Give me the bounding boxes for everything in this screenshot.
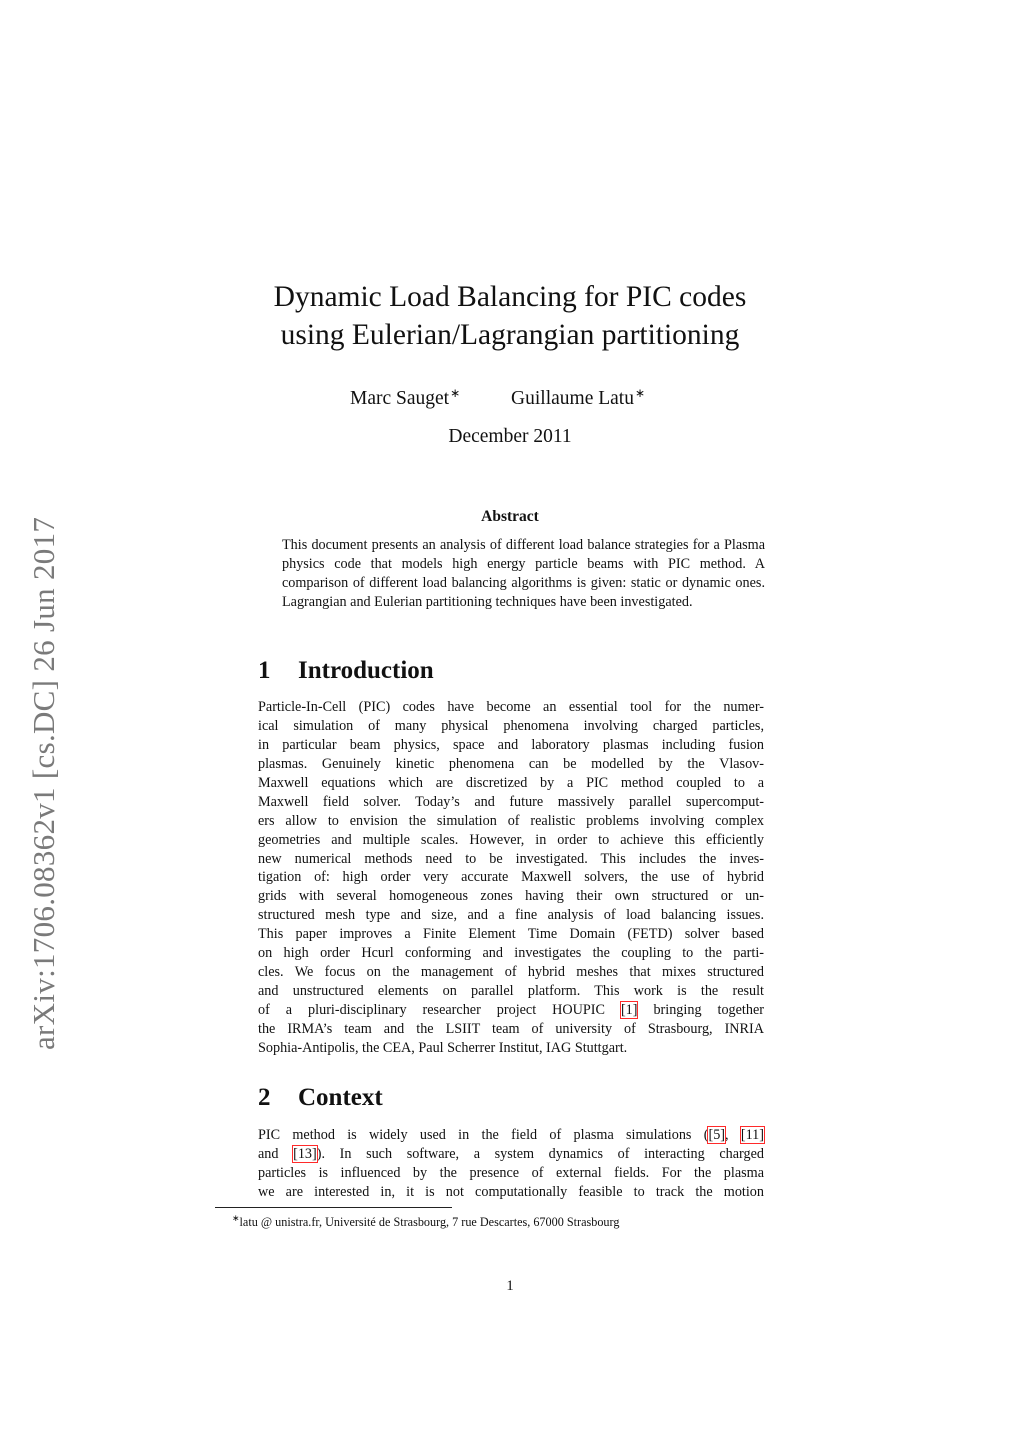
author-1: Marc Sauget∗ (350, 386, 461, 409)
footnote: ∗latu @ unistra.fr, Université de Strasbourg, 7 rue Descartes, 67000 Strasbourg (232, 1213, 620, 1229)
citation-link-5[interactable]: [5] (708, 1127, 726, 1143)
section-1-number: 1 (258, 657, 271, 684)
body-line: of a pluri-disciplinary researcher project HOUPIC [1] bringing together (258, 1002, 764, 1018)
body-line: cles. We focus on the management of hybrid meshes that mixes structured (258, 964, 764, 981)
body-line: geometries and multiple scales. However, in order to achieve this efficiently (258, 831, 764, 848)
section-2-heading (258, 1084, 383, 1112)
section-1-title: Introduction (298, 657, 434, 684)
body-line: grids with several homogeneous zones having their own structured or un- (258, 888, 764, 905)
section-2-number: 2 (258, 1084, 271, 1111)
section-1-heading (258, 657, 434, 685)
title-line-2: using Eulerian/Lagrangian partitioning (280, 319, 740, 351)
body-line: This paper improves a Finite Element Time Domain (FETD) solver based (258, 926, 764, 943)
body-line: Sophia-Antipolis, the CEA, Paul Scherrer Institut, IAG Stuttgart. (258, 1039, 628, 1056)
body-line: particles is influenced by the presence of external fields. For the plasma (258, 1164, 764, 1181)
paper-title (240, 278, 780, 354)
paper-date: December 2011 (448, 426, 572, 447)
body-line: in particular beam physics, space and laboratory plasmas including fusion (258, 736, 764, 753)
body-line: on high order Hcurl conforming and investigates the coupling to the parti- (258, 945, 764, 962)
arxiv-identifier: arXiv:1706.08362v1 [cs.DC] 26 Jun 2017 (26, 516, 61, 1050)
body-line: we are interested in, it is not computationally feasible to track the motion (258, 1183, 764, 1200)
body-line: tigation of: high order very accurate Maxwell solvers, the use of hybrid (258, 869, 764, 886)
section-2-body (258, 1126, 764, 1202)
section-1-body (258, 698, 764, 1058)
section-2-title: Context (298, 1084, 383, 1111)
citation-link-11[interactable]: [11] (740, 1127, 764, 1143)
body-line: the IRMA’s team and the LSIIT team of university of Strasbourg, INRIA (258, 1020, 764, 1037)
body-line: Maxwell equations which are discretized by a PIC method coupled to a (258, 774, 764, 791)
body-line: new numerical methods need to be investigated. This includes the inves- (258, 850, 764, 867)
abstract-text: This document presents an analysis of different load balance strategies for a Plasma physics code that models high energy particle beams with PIC method. A comparison of different load balancing algorithms is given: static or dynamic ones. Lagrangian and Eulerian partitioning techniques have been investigated. (282, 537, 765, 610)
body-line: plasmas. Genuinely kinetic phenomena can be modelled by the Vlasov- (258, 755, 764, 772)
title-line-1: Dynamic Load Balancing for PIC codes (273, 281, 747, 313)
body-line: and [13]). In such software, a system dynamics of interacting charged (258, 1145, 764, 1162)
citation-link-13[interactable]: [13] (293, 1145, 317, 1162)
body-line: ers allow to envision the simulation of realistic problems involving complex (258, 812, 764, 829)
author-2: Guillaume Latu∗ (511, 386, 646, 409)
body-line: structured mesh type and size, and a fine analysis of load balancing issues. (258, 907, 764, 924)
body-line: and unstructured elements on parallel platform. This work is the result (258, 983, 764, 1000)
body-line: Maxwell field solver. Today’s and future massively parallel supercomput- (258, 793, 764, 810)
footnote-rule (215, 1207, 452, 1208)
page-number: 1 (506, 1278, 514, 1294)
author-list (350, 386, 645, 410)
citation-link-1[interactable]: [1] (620, 1002, 638, 1018)
body-line: Particle-In-Cell (PIC) codes have become an essential tool for the numer- (258, 699, 764, 715)
body-line: ical simulation of many physical phenomena involving charged particles, (258, 717, 764, 734)
abstract-heading: Abstract (481, 508, 539, 525)
body-line: PIC method is widely used in the field of plasma simulations ([5], [11] (258, 1127, 764, 1143)
